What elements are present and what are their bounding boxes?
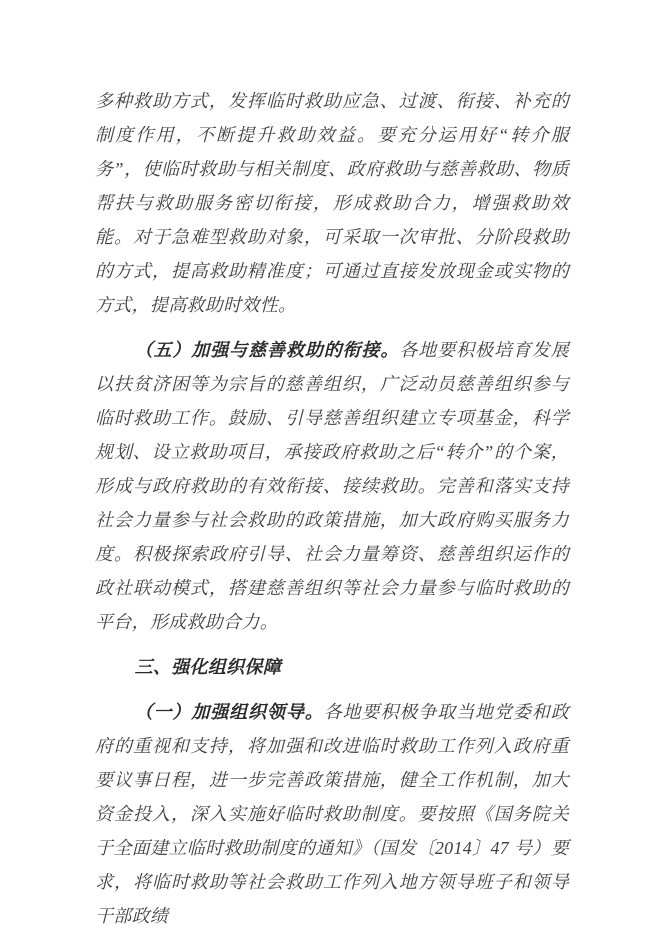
paragraph — [95, 84, 569, 322]
bold-lead-segment: 三、强化组织保障 — [134, 657, 281, 677]
bold-lead-segment: （一）加强组织领导。 — [134, 702, 324, 722]
body-text-segment: 各地要积极培育发展以扶贫济困等为宗旨的慈善组织，广泛动员慈善组织参与临时救助工作。鼓励、引导慈善组织建立专项基金，科学规划、设立救助项目，承接政府救助之后“转介”的个案，形成与政府救助的有效衔接、接续救助。完善和落实支持社会力量参与社会救助的政策措施，加大政府购买服务力度。积极探索政府引导、社会力量筹资、慈善组织运作的政社联动模式，搭建慈善组织等社会力量参与临时救助的平台，形成救助合力。 — [95, 340, 569, 632]
bold-lead-segment: （五）加强与慈善救助的衔接。 — [134, 340, 400, 360]
document-content — [95, 84, 569, 936]
paragraph — [95, 333, 569, 639]
paragraph — [95, 695, 569, 933]
section-heading — [95, 650, 569, 684]
body-text-segment: 多种救助方式，发挥临时救助应急、过渡、衔接、补充的制度作用，不断提升救助效益。要充分运用好“转介服务”，使临时救助与相关制度、政府救助与慈善救助、物质帮扶与救助服务密切衔接，形成救助合力，增强救助效能。对于急难型救助对象，可采取一次审批、分阶段救助的方式，提高救助精准度；可通过直接发放现金或实物的方式，提高救助时效性。 — [95, 91, 569, 315]
body-text-segment: 各地要积极争取当地党委和政府的重视和支持，将加强和改进临时救助工作列入政府重要议事日程，进一步完善政策措施，健全工作机制，加大资金投入，深入实施好临时救助制度。要按照《国务院关于全面建立临时救助制度的通知》（国发〔2014〕47 号）要求，将临时救助等社会救助工作列入地方领导班子和领导干部政绩 — [95, 702, 569, 926]
